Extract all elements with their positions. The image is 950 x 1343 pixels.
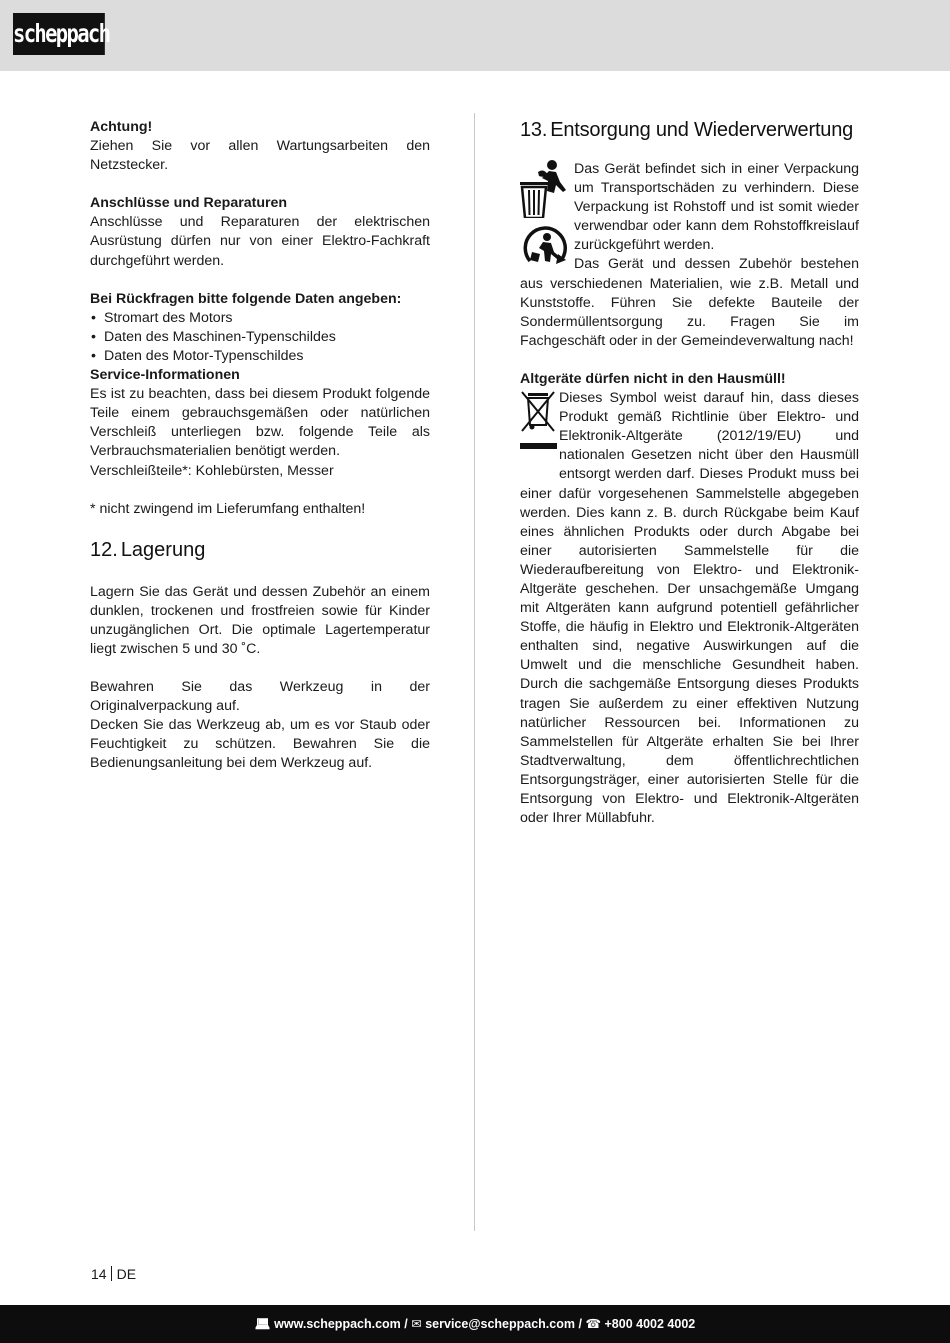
- lagerung-paragraph-2: Bewahren Sie das Werkzeug in der Originalverpackung auf.: [90, 679, 430, 715]
- footer-separator: /: [404, 1317, 408, 1331]
- footer-band: [0, 1305, 950, 1343]
- trash-bin-person-icon: [520, 160, 571, 218]
- list-item: • Daten des Maschinen-Typenschildes: [90, 328, 430, 347]
- service-text: Es ist zu beachten, dass bei diesem Produkt folgende Teile einem gebrauchsgemäßen oder natürlichen Verschleiß unterliegen bzw. folgende Teile als Verbrauchsmaterialien benötigt werden.: [90, 386, 430, 460]
- page-language: DE: [116, 1266, 137, 1282]
- phone-icon: ☎: [585, 1317, 602, 1331]
- rueckfragen-list: [90, 309, 430, 366]
- achtung-title: Achtung!: [90, 119, 153, 135]
- lagerung-paragraph-3: Decken Sie das Werkzeug ab, um es vor Staub oder Feuchtigkeit zu schützen. Bewahren Sie die Bedienungsanleitung bei dem Werkzeug auf.: [90, 717, 430, 772]
- entsorgung-paragraph-2: Das Gerät und dessen Zubehör bestehen aus verschiedenen Materialien, wie z.B. Metall und Kunststoffe. Führen Sie defekte Bauteile der Sondermüllentsorgung zu. Fragen Sie im Fachgeschäft oder in der Gemeindeverwaltung nach!: [520, 256, 859, 349]
- list-item: • Daten des Motor-Typenschildes: [90, 347, 430, 366]
- weee-icon-box: [520, 389, 557, 477]
- hausmuell-title: Altgeräte dürfen nicht in den Hausmüll!: [520, 370, 786, 387]
- verschleiss-text: Verschleißteile*: Kohlebürsten, Messer: [90, 462, 334, 479]
- achtung-text: Ziehen Sie vor allen Wartungsarbeiten den Netzstecker.: [90, 138, 430, 174]
- footer-web-link[interactable]: www.scheppach.com: [274, 1317, 401, 1331]
- recycling-hand-icon: [520, 224, 571, 270]
- list-item: • Stromart des Motors: [90, 309, 430, 328]
- section-12-title: Lagerung: [120, 538, 206, 561]
- page-number-separator: [111, 1266, 112, 1281]
- section-13-heading: [520, 118, 859, 142]
- anschluesse-text: Anschlüsse und Reparaturen der elektrischen Ausrüstung dürfen nur von einer Elektro-Fachkraft durchgeführt werden.: [90, 214, 430, 269]
- mail-icon: ✉: [411, 1317, 422, 1331]
- service-title: Service-Informationen: [90, 367, 240, 384]
- rueckfragen-title: Bei Rückfragen bitte folgende Daten angeben:: [90, 290, 402, 307]
- right-column: [520, 118, 859, 828]
- entsorgung-paragraph-1: Das Gerät befindet sich in einer Verpackung um Transportschäden zu verhindern. Diese Verpackung ist Rohstoff und ist somit wieder verwendbar oder kann dem Rohstoffkreislauf zurückgeführt werden.: [574, 161, 859, 254]
- left-column: [90, 118, 430, 774]
- column-divider: [474, 113, 475, 1231]
- footer-phone[interactable]: +800 4002 4002: [604, 1317, 696, 1331]
- section-12-number: 12.: [90, 538, 118, 561]
- section-12-heading: [90, 538, 430, 562]
- footer-separator: /: [578, 1317, 582, 1331]
- page-number: [91, 1265, 136, 1283]
- computer-icon: 💻︎: [254, 1317, 271, 1331]
- packaging-icons: [520, 160, 571, 270]
- scheppach-logo: scheppach: [13, 13, 105, 55]
- footnote: * nicht zwingend im Lieferumfang enthalten!: [90, 500, 366, 517]
- footer-email-link[interactable]: service@scheppach.com: [425, 1317, 575, 1331]
- crossed-out-wheelie-bin-icon: [520, 389, 557, 451]
- section-13-title: Entsorgung und Wiederverwertung: [550, 119, 854, 141]
- anschluesse-title: Anschlüsse und Reparaturen: [90, 195, 288, 212]
- hausmuell-text: Dieses Symbol weist darauf hin, dass dieses Produkt gemäß Richtlinie über Elektro- und Elektronik-Altgeräte (2012/19/EU) und nationalen Gesetzen nicht über den Hausmüll entsorgt werden darf. Dieses Produkt muss bei einer dafür vorgesehenen Sammelstelle abgegeben werden. Dies kann z. B. durch Rückgabe beim Kauf eines ähnlichen Produkts oder durch Abgabe bei einer autorisierten Sammelstelle für die Wiederaufbereitung von Elektro- und Elektronik-Altgeräte geschehen. Der unsachgemäße Umgang mit Altgeräten kann aufgrund potentiell gefährlicher Stoffe, die häufig in Elektro und Elektronik-Altgeräten enthalten sind, negative Auswirkungen auf die Umwelt und die menschliche Gesundheit haben. Durch die sachgemäße Entsorgung dieses Produkts tragen Sie außerdem zu einer effektiven Nutzung natürlicher Ressourcen bei. Informationen zu Sammelstellen für Altgeräte erhalten Sie bei Ihrer Stadtverwaltung, dem öffentlichrechtlichen Entsorgungsträger, einer autorisierten Stelle für die Entsorgung von Elektro- und Elektronik-Altgeräten oder Ihrer Müllabfuhr.: [520, 390, 859, 827]
- lagerung-paragraph-1: Lagern Sie das Gerät und dessen Zubehör an einem dunklen, trockenen und frostfreien sowie für Kinder unzugänglichen Ort. Die optimale Lagertemperatur liegt zwischen 5 und 30 ˚C.: [90, 583, 430, 657]
- page-number-value: 14: [91, 1266, 107, 1282]
- section-13-number: 13.: [520, 119, 548, 141]
- header-band: [0, 0, 950, 71]
